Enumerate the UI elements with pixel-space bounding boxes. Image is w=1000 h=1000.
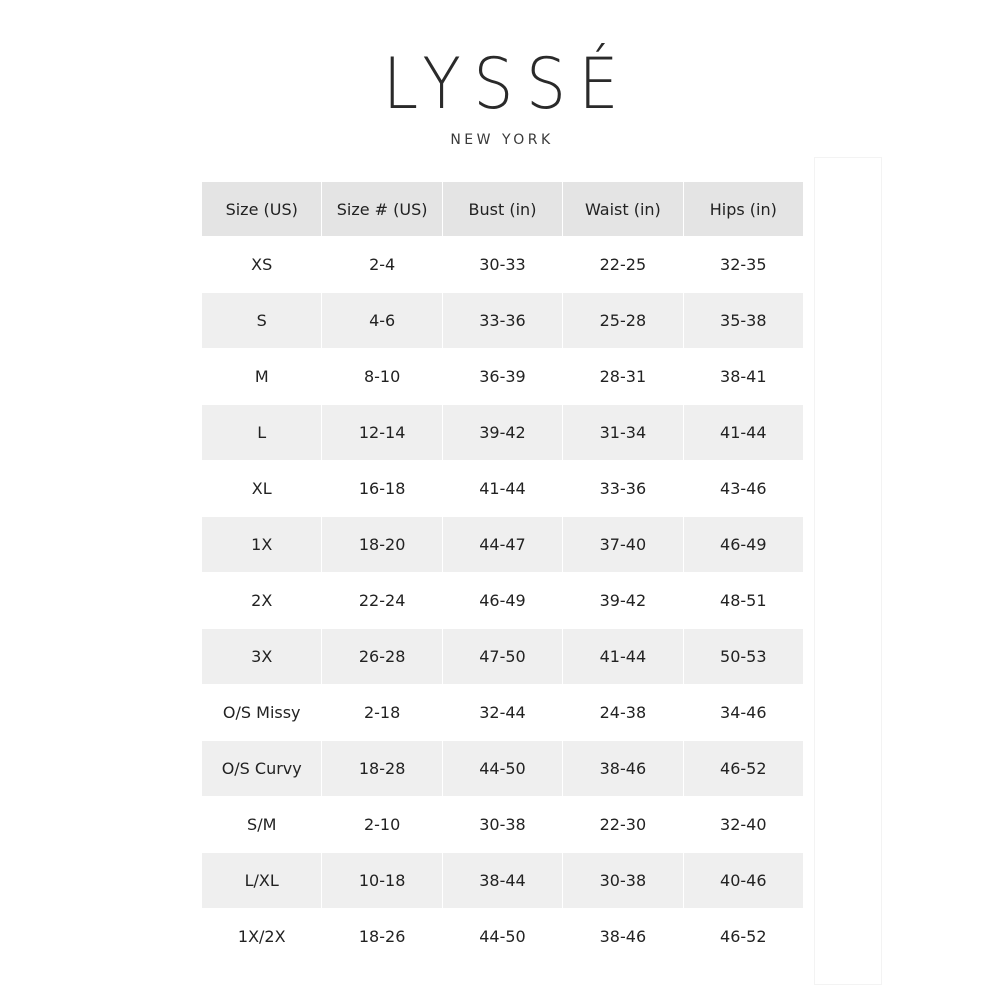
cell-waist: 41-44 (562, 628, 682, 684)
side-panel-outline (814, 157, 882, 985)
table-row (202, 852, 803, 908)
cell-hips: 50-53 (683, 628, 803, 684)
cell-size-number: 4-6 (321, 292, 441, 348)
cell-size-number: 18-26 (321, 908, 441, 964)
cell-size-us: 1X (202, 516, 321, 572)
brand-logo (0, 44, 1000, 148)
cell-size-us: XL (202, 460, 321, 516)
cell-bust: 44-47 (442, 516, 562, 572)
cell-hips: 46-52 (683, 908, 803, 964)
cell-size-number: 2-4 (321, 236, 441, 292)
cell-size-number: 12-14 (321, 404, 441, 460)
cell-waist: 28-31 (562, 348, 682, 404)
cell-bust: 39-42 (442, 404, 562, 460)
cell-size-number: 18-20 (321, 516, 441, 572)
cell-bust: 36-39 (442, 348, 562, 404)
cell-bust: 30-38 (442, 796, 562, 852)
cell-hips: 43-46 (683, 460, 803, 516)
header-size-us: Size (US) (202, 182, 321, 236)
table-row (202, 516, 803, 572)
cell-waist: 33-36 (562, 460, 682, 516)
cell-waist: 25-28 (562, 292, 682, 348)
table-row (202, 292, 803, 348)
cell-size-us: S (202, 292, 321, 348)
cell-size-number: 18-28 (321, 740, 441, 796)
cell-waist: 37-40 (562, 516, 682, 572)
cell-size-us: 2X (202, 572, 321, 628)
cell-waist: 31-34 (562, 404, 682, 460)
cell-hips: 41-44 (683, 404, 803, 460)
header-size-number: Size # (US) (321, 182, 441, 236)
cell-waist: 38-46 (562, 908, 682, 964)
cell-bust: 46-49 (442, 572, 562, 628)
cell-size-number: 10-18 (321, 852, 441, 908)
cell-hips: 32-35 (683, 236, 803, 292)
table-row (202, 740, 803, 796)
cell-hips: 38-41 (683, 348, 803, 404)
header-hips: Hips (in) (683, 182, 803, 236)
cell-hips: 48-51 (683, 572, 803, 628)
header-bust: Bust (in) (442, 182, 562, 236)
cell-hips: 46-52 (683, 740, 803, 796)
cell-hips: 32-40 (683, 796, 803, 852)
cell-waist: 22-30 (562, 796, 682, 852)
cell-size-number: 2-18 (321, 684, 441, 740)
cell-size-us: O/S Curvy (202, 740, 321, 796)
cell-size-us: M (202, 348, 321, 404)
header-waist: Waist (in) (562, 182, 682, 236)
cell-waist: 22-25 (562, 236, 682, 292)
brand-location: NEW YORK (450, 132, 554, 148)
table-row (202, 796, 803, 852)
table-row (202, 908, 803, 964)
cell-size-number: 8-10 (321, 348, 441, 404)
cell-size-number: 16-18 (321, 460, 441, 516)
header-row (202, 182, 803, 236)
table-body (202, 236, 803, 964)
cell-size-number: 22-24 (321, 572, 441, 628)
cell-size-us: O/S Missy (202, 684, 321, 740)
table-row (202, 348, 803, 404)
cell-size-us: L (202, 404, 321, 460)
table-row (202, 236, 803, 292)
cell-bust: 41-44 (442, 460, 562, 516)
cell-bust: 44-50 (442, 740, 562, 796)
table-row (202, 684, 803, 740)
cell-bust: 30-33 (442, 236, 562, 292)
cell-size-us: XS (202, 236, 321, 292)
cell-hips: 35-38 (683, 292, 803, 348)
table-row (202, 628, 803, 684)
table-row (202, 572, 803, 628)
cell-waist: 38-46 (562, 740, 682, 796)
cell-size-us: 1X/2X (202, 908, 321, 964)
cell-bust: 47-50 (442, 628, 562, 684)
cell-size-number: 26-28 (321, 628, 441, 684)
cell-size-us: S/M (202, 796, 321, 852)
table-header (202, 182, 803, 236)
cell-bust: 32-44 (442, 684, 562, 740)
cell-hips: 34-46 (683, 684, 803, 740)
cell-size-us: 3X (202, 628, 321, 684)
cell-hips: 40-46 (683, 852, 803, 908)
cell-bust: 38-44 (442, 852, 562, 908)
cell-bust: 33-36 (442, 292, 562, 348)
table-row (202, 460, 803, 516)
cell-hips: 46-49 (683, 516, 803, 572)
cell-waist: 24-38 (562, 684, 682, 740)
table-row (202, 404, 803, 460)
cell-size-us: L/XL (202, 852, 321, 908)
cell-waist: 39-42 (562, 572, 682, 628)
cell-waist: 30-38 (562, 852, 682, 908)
size-chart-table (202, 182, 803, 964)
cell-size-number: 2-10 (321, 796, 441, 852)
cell-bust: 44-50 (442, 908, 562, 964)
brand-name: LYSSÉ (382, 43, 632, 125)
